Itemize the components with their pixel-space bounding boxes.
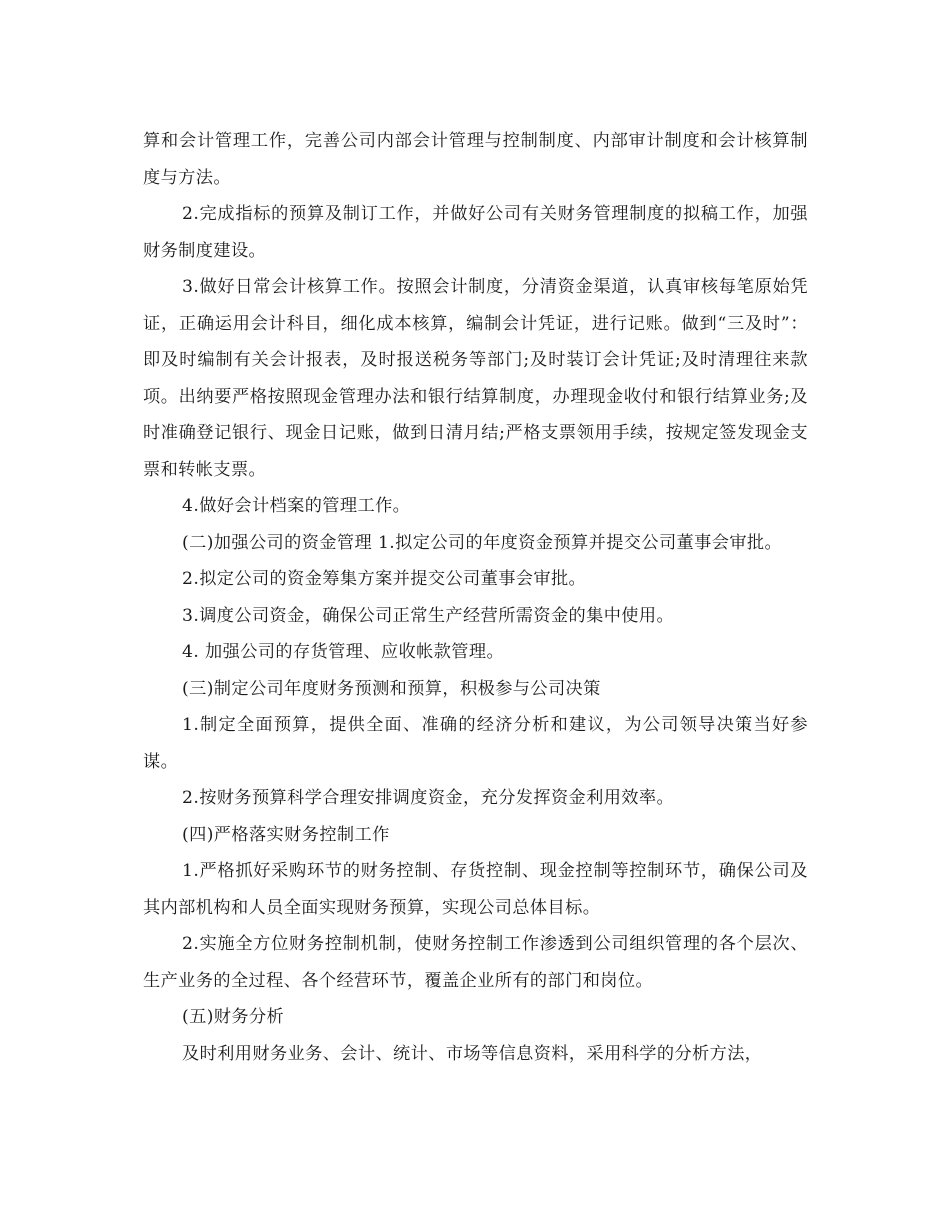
paragraph-fund-dispatch: 3.调度公司资金，确保公司正常生产经营所需资金的集中使用。 — [182, 605, 675, 626]
paragraph-accounting-system: 算和会计管理工作，完善公司内部会计管理与控制制度、内部审计制度和会计核算制度与方法。 — [143, 131, 808, 188]
paragraph-procurement-control: 1.严格抓好采购环节的财务控制、存货控制、现金控制等控制环节，确保公司及其内部机构和人员全面实现财务预算，实现公司总体目标。 — [143, 861, 808, 918]
paragraph-section-4-heading: (四)严格落实财务控制工作 — [182, 824, 390, 845]
paragraph-fund-efficiency: 2.按财务预算科学合理安排调度资金，充分发挥资金利用效率。 — [182, 788, 675, 808]
paragraph-archives: 4.做好会计档案的管理工作。 — [182, 496, 411, 516]
paragraph-financial-analysis: 及时利用财务业务、会计、统计、市场等信息资料，采用科学的分析方法， — [182, 1043, 763, 1064]
paragraph-control-mechanism: 2.实施全方位财务控制机制，使财务控制工作渗透到公司组织管理的各个层次、生产业务的全过程、各个经营环节，覆盖企业所有的部门和岗位。 — [143, 934, 808, 991]
paragraph-section-3-heading: (三)制定公司年度财务预测和预算，积极参与公司决策 — [182, 678, 601, 699]
paragraph-section-5-heading: (五)财务分析 — [182, 1007, 285, 1027]
paragraph-section-2-heading: (二)加强公司的资金管理 1.拟定公司的年度资金预算并提交公司董事会审批。 — [182, 532, 783, 553]
document-body — [143, 123, 808, 1072]
paragraph-budget-work: 2.完成指标的预算及制订工作，并做好公司有关财务管理制度的拟稿工作，加强财务制度建设。 — [143, 204, 808, 261]
paragraph-full-budget: 1.制定全面预算，提供全面、准确的经济分析和建议，为公司领导决策当好参谋。 — [143, 715, 808, 772]
paragraph-daily-accounting: 3.做好日常会计核算工作。按照会计制度，分清资金渠道，认真审核每笔原始凭证，正确运用会计科目，细化成本核算，编制会计凭证，进行记账。做到“三及时”：即及时编制有关会计报表，及时报送税务等部门;及时装订会计凭证;及时清理往来款项。出纳要严格按照现金管理办法和银行结算制度，办理现金收付和银行结算业务;及时准确登记银行、现金日记账，做到日清月结;严格支票领用手续，按规定签发现金支票和转帐支票。 — [143, 277, 808, 480]
paragraph-fundraising: 2.拟定公司的资金筹集方案并提交公司董事会审批。 — [182, 569, 587, 589]
paragraph-inventory: 4. 加强公司的存货管理、应收帐款管理。 — [182, 642, 505, 662]
